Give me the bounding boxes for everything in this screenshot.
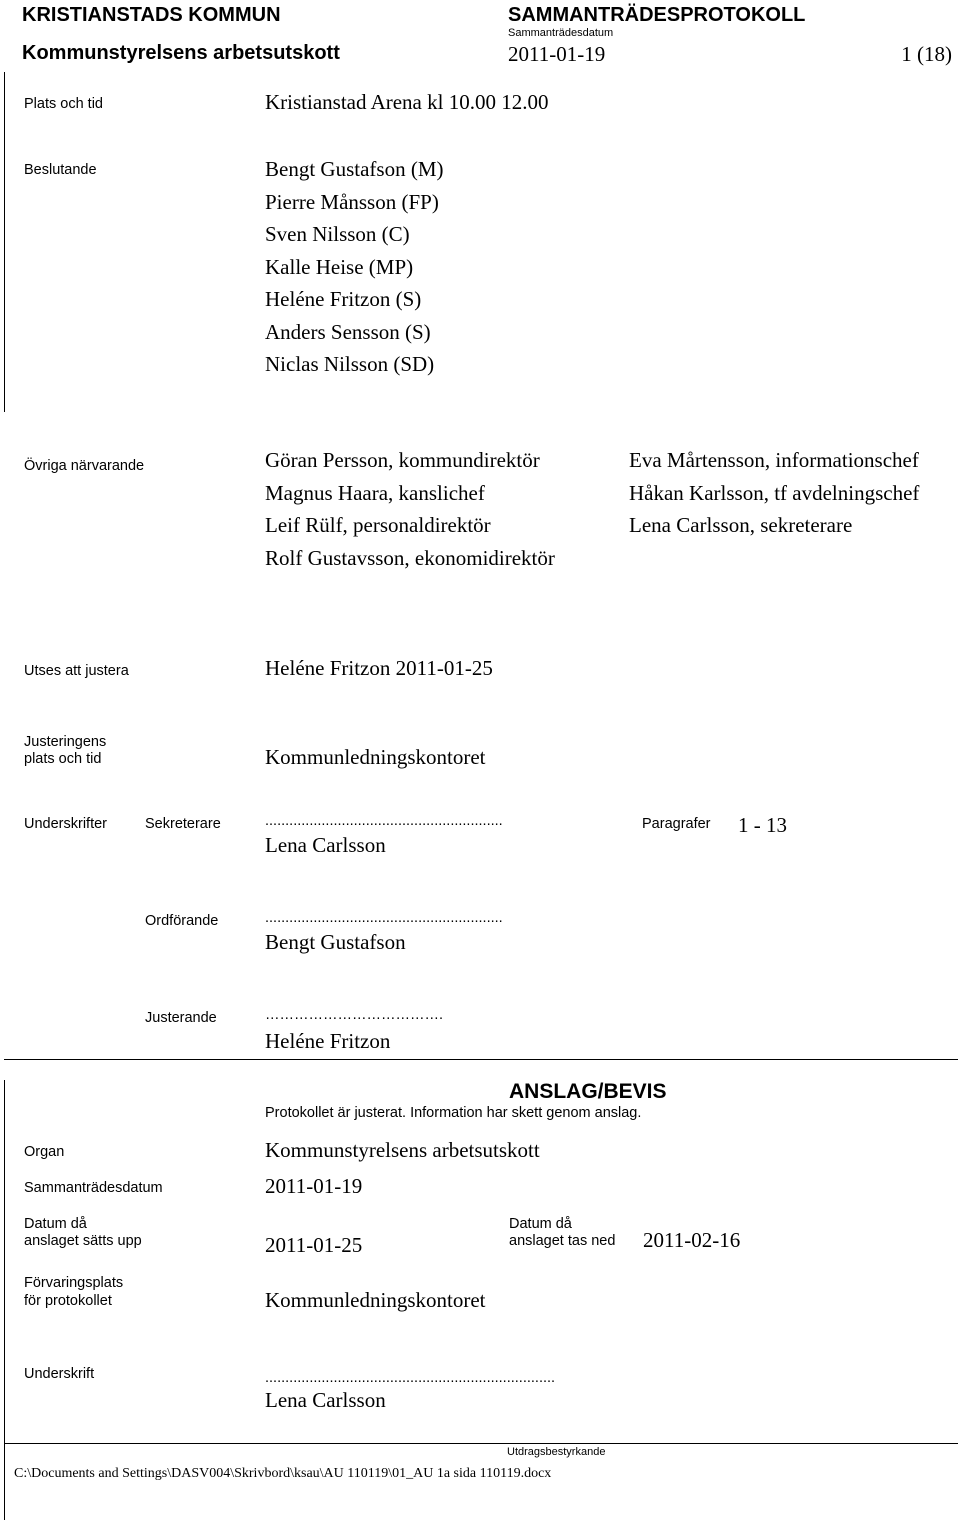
secretary-name: Lena Carlsson	[265, 833, 386, 857]
adjust-place-value: Kommunledningskontoret	[265, 745, 486, 769]
deciding-member: Niclas Nilsson (SD)	[265, 352, 435, 376]
page-number: 1 (18)	[901, 42, 952, 66]
posted-label-1: Datum då	[24, 1216, 87, 1232]
chair-label: Ordförande	[145, 913, 219, 929]
chair-name: Bengt Gustafson	[265, 930, 406, 954]
signatures-label: Underskrifter	[24, 816, 107, 832]
chair-signature-line: ...........................................................	[265, 910, 503, 926]
organ-value: Kommunstyrelsens arbetsutskott	[265, 1138, 540, 1162]
meeting-date: 2011-01-19	[508, 42, 606, 66]
adjuster-value: Heléne Fritzon 2011-01-25	[265, 656, 493, 680]
paragraphs-value: 1 - 13	[738, 813, 787, 837]
attendee: Håkan Karlsson, tf avdelningschef	[629, 480, 920, 505]
deciding-member: Pierre Månsson (FP)	[265, 189, 439, 214]
storage-value: Kommunledningskontoret	[265, 1288, 486, 1312]
removed-label-1: Datum då	[509, 1216, 572, 1232]
place-value: Kristianstad Arena kl 10.00 12.00	[265, 90, 549, 114]
adjust-place-label-2: plats och tid	[24, 751, 102, 767]
signature-label: Underskrift	[24, 1366, 95, 1382]
meeting-date-label: Sammanträdesdatum	[24, 1180, 163, 1196]
adjuster-sign-label: Justerande	[145, 1010, 217, 1026]
secretary-label: Sekreterare	[145, 816, 221, 832]
attendee: Rolf Gustavsson, ekonomidirektör	[265, 545, 555, 570]
notice-left-border	[4, 1080, 5, 1520]
certifier-label: Utdragsbestyrkande	[507, 1446, 606, 1458]
deciding-label: Beslutande	[24, 162, 97, 178]
place-label: Plats och tid	[24, 96, 103, 112]
adjuster-label: Utses att justera	[24, 663, 129, 679]
removed-value: 2011-02-16	[643, 1228, 741, 1252]
others-label: Övriga närvarande	[24, 458, 145, 474]
others-left-list	[265, 444, 555, 574]
posted-label-2: anslaget sätts upp	[24, 1233, 142, 1249]
notice-signature-line: ........................................................................	[265, 1370, 556, 1386]
organ-label: Organ	[24, 1144, 65, 1160]
deciding-member: Kalle Heise (MP)	[265, 254, 414, 279]
deciding-member: Bengt Gustafson (M)	[265, 157, 444, 181]
organization-name: KRISTIANSTADS KOMMUN	[22, 4, 281, 26]
adjuster-signature-line: ……………………………….	[265, 1007, 444, 1023]
adjuster-name: Heléne Fritzon	[265, 1029, 391, 1053]
storage-label-1: Förvaringsplats	[24, 1275, 124, 1291]
removed-label-2: anslaget tas ned	[509, 1233, 616, 1249]
deciding-list	[265, 153, 443, 381]
meeting-date-value: 2011-01-19	[265, 1174, 363, 1198]
paragraphs-label: Paragrafer	[642, 816, 711, 832]
secretary-signature-line: ...........................................................	[265, 813, 503, 829]
attendee: Lena Carlsson, sekreterare	[629, 513, 853, 537]
file-path: C:\Documents and Settings\DASV004\Skrivbord\ksau\AU 110119\01_AU 1a sida 110119.docx	[14, 1466, 552, 1481]
committee-name: Kommunstyrelsens arbetsutskott	[22, 42, 340, 64]
attendee: Leif Rülf, personaldirektör	[265, 513, 491, 537]
form-left-border	[4, 72, 5, 412]
notice-title: ANSLAG/BEVIS	[509, 1080, 667, 1103]
posted-value: 2011-01-25	[265, 1233, 363, 1257]
attendee: Eva Mårtensson, informationschef	[629, 448, 919, 472]
storage-label-2: för protokollet	[24, 1293, 112, 1309]
notice-subtitle: Protokollet är justerat. Information har skett genom anslag.	[265, 1105, 642, 1121]
deciding-member: Anders Sensson (S)	[265, 319, 431, 344]
others-right-list	[629, 444, 919, 542]
attendee: Göran Persson, kommundirektör	[265, 448, 540, 472]
footer-divider	[4, 1443, 958, 1444]
deciding-member: Sven Nilsson (C)	[265, 222, 410, 246]
attendee: Magnus Haara, kanslichef	[265, 480, 485, 505]
deciding-member: Heléne Fritzon (S)	[265, 287, 422, 311]
notice-divider	[4, 1059, 958, 1060]
date-caption: Sammanträdesdatum	[508, 27, 614, 39]
adjust-place-label-1: Justeringens	[24, 734, 107, 750]
signature-name: Lena Carlsson	[265, 1388, 386, 1412]
document-type: SAMMANTRÄDESPROTOKOLL	[508, 4, 806, 26]
